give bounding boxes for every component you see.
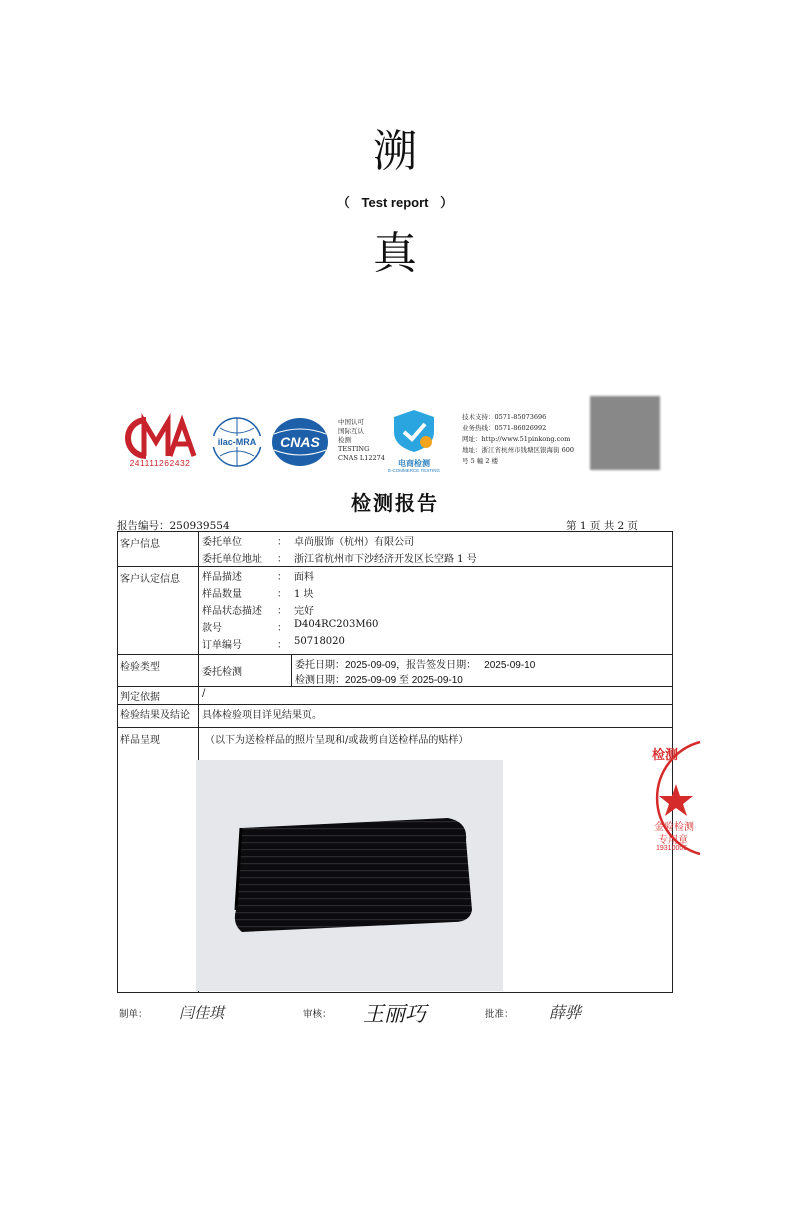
stamp-top-text: 检测 bbox=[652, 748, 679, 763]
result-label: 检验结果及结论 bbox=[118, 705, 199, 728]
report-title: 检测报告 bbox=[351, 491, 439, 515]
confirm-info-row bbox=[118, 567, 673, 655]
basis-row bbox=[118, 687, 673, 705]
page-info: 第 1 页 共 2 页 bbox=[566, 520, 639, 532]
contact-info: 技术支持：0571-85073696 业务热线：0571-86026992 网址：http://www.51pinkong.com 地址：浙江省杭州市钱塘区银海街 600 号 5 幢 2 楼 bbox=[462, 413, 574, 465]
confirm-row: 订单编号 ： 50718020 bbox=[202, 636, 345, 651]
basis-label: 判定依据 bbox=[118, 687, 199, 705]
confirm-row: 样品数量 ： 1 块 bbox=[202, 589, 314, 600]
subtitle-open: （ bbox=[336, 195, 350, 210]
inspection-stamp bbox=[640, 736, 706, 860]
reviewer-signature: 王丽巧 bbox=[363, 1002, 426, 1026]
client-row: 委托单位 ： 卓尚服饰（杭州）有限公司 bbox=[202, 537, 414, 548]
cnas-logo bbox=[270, 416, 330, 468]
confirm-info-label: 客户认定信息 bbox=[118, 567, 199, 655]
result-row bbox=[118, 705, 673, 728]
signature-row bbox=[117, 1002, 673, 1026]
sample-photo bbox=[196, 760, 503, 991]
stamp-number: 19310006 bbox=[656, 845, 688, 852]
ec-title: 电商检测 bbox=[398, 458, 430, 468]
cover-char-top: 溯 bbox=[373, 126, 417, 177]
test-type-row bbox=[118, 655, 673, 687]
maker-label: 制单： bbox=[119, 1009, 148, 1020]
confirm-row: 款号 ： D404RC203M60 bbox=[202, 619, 379, 634]
stamp-seal-text: 专用章 bbox=[658, 835, 688, 846]
approver-signature: 薛骅 bbox=[549, 1003, 582, 1022]
cnas-accreditation-text: 中国认可 国际互认 检测 TESTING CNAS L12274 bbox=[338, 418, 385, 462]
confirm-row: 样品状态描述 ： 完好 bbox=[202, 606, 314, 617]
qr-code-blurred bbox=[590, 396, 660, 470]
ec-subtitle: E-COMMERCE TESTING bbox=[388, 468, 440, 473]
logo-band bbox=[120, 396, 680, 476]
client-info-row bbox=[118, 532, 673, 567]
svg-text:ilac-MRA: ilac-MRA bbox=[217, 437, 257, 447]
result-value: 具体检验项目详见结果页。 bbox=[199, 705, 673, 728]
confirm-row: 样品描述 ： 面料 bbox=[202, 572, 314, 583]
svg-text:CNAS: CNAS bbox=[280, 434, 320, 450]
approver-label: 批准： bbox=[485, 1009, 514, 1020]
report-number: 报告编号：250939554 bbox=[117, 520, 230, 532]
maker-signature: 闫佳琪 bbox=[179, 1004, 225, 1022]
entrust-dates: 委托日期：2025-09-09，报告签发日期： 2025-09-10 bbox=[295, 660, 536, 671]
client-info-label: 客户信息 bbox=[118, 532, 199, 567]
stamp-org-text: 金验检测 bbox=[654, 822, 694, 833]
ecommerce-testing-logo bbox=[386, 408, 442, 472]
test-dates: 检测日期：2025-09-09 至 2025-09-10 bbox=[295, 675, 463, 686]
ilac-mra-logo bbox=[208, 416, 266, 468]
sample-note: （以下为送检样品的照片呈现和/或裁剪自送检样品的贴样） bbox=[199, 728, 673, 993]
cover-char-bottom: 真 bbox=[373, 228, 417, 279]
basis-value: / bbox=[199, 687, 673, 705]
test-type-label: 检验类型 bbox=[118, 655, 199, 687]
client-row: 委托单位地址 ： 浙江省杭州市下沙经济开发区长空路 1 号 bbox=[202, 554, 477, 565]
cma-number: 241111262432 bbox=[129, 458, 191, 468]
sample-label: 样品呈现 bbox=[118, 728, 199, 993]
reviewer-label: 审核： bbox=[303, 1009, 332, 1020]
cover-subtitle bbox=[0, 192, 790, 211]
cma-logo bbox=[120, 412, 200, 470]
subtitle-text: Test report bbox=[361, 195, 429, 210]
subtitle-close: ） bbox=[440, 195, 454, 210]
test-type-value: 委托检测 bbox=[199, 655, 292, 687]
